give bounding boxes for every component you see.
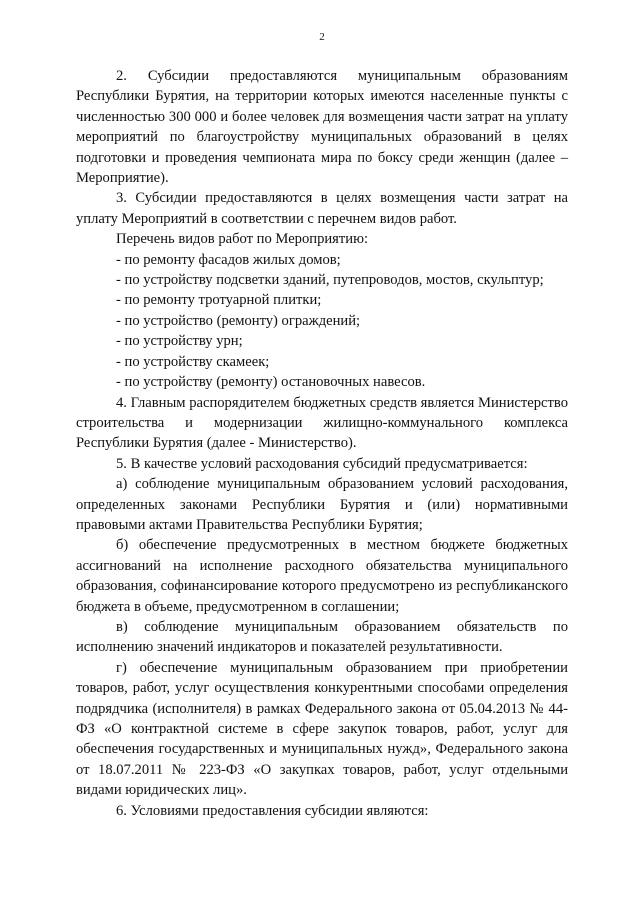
paragraph-6: 6. Условиями предоставления субсидии являются: (116, 802, 429, 819)
paragraph-4: 4. Главным распорядителем бюджетных средств является Министерство строительства и модернизации жилищно-коммунального комплекса Республики Бурятия (далее - Министерство). (76, 394, 568, 452)
paragraph-5-a: а) соблюдение муниципальным образованием условий расходования, определенных законами Республики Бурятия и (или) нормативными правовыми актами Правительства Республики Бурятия; (76, 476, 568, 533)
works-list-item: - по ремонту фасадов жилых домов; (116, 251, 341, 268)
works-list-item: - по устройству (ремонту) остановочных навесов. (116, 374, 426, 391)
paragraph-2: 2. Субсидии предоставляются муниципальным образованиям Республики Бурятия, на территории которых имеются населенные пункты с численностью 300 000 и более человек для возмещения части затрат на уплату мероприятий по благоустройству муниципальных образований в целях подготовки и проведения чемпионата мира по боксу среди женщин (далее – Мероприятие). (76, 68, 568, 187)
works-list-item: - по ремонту тротуарной плитки; (116, 292, 322, 309)
works-list-item: - по устройству урн; (116, 333, 243, 350)
paragraph-5: 5. В качестве условий расходования субсидий предусматривается: (116, 455, 528, 472)
paragraph-5-v: в) соблюдение муниципальным образованием обязательств по исполнению значений индикаторов и показателей результативности. (76, 618, 568, 656)
works-list-heading: Перечень видов работ по Мероприятию: (116, 231, 369, 248)
works-list-item: - по устройство (ремонту) ограждений; (116, 312, 361, 329)
page-number: 2 (319, 31, 325, 43)
works-list-item: - по устройству скамеек; (116, 353, 270, 370)
paragraph-5-g: г) обеспечение муниципальным образованием при приобретении товаров, работ, услуг осуществления конкурентными способами определения подрядчика (исполнителя) в рамках Федерального закона от 05.04.2013 № 44-ФЗ «О контрактной системе в сфере закупок товаров, работ, услуг для обеспечения государственных и муниципальных нужд», Федерального закона от 18.07.2011 № 223-ФЗ «О закупках товаров, работ, услуг отдельными видами юридических лиц». (76, 659, 568, 799)
document-body (76, 66, 568, 821)
paragraph-3: 3. Субсидии предоставляются в целях возмещения части затрат на уплату Мероприятий в соответствии с перечнем видов работ. (76, 190, 568, 227)
works-list-item: - по устройству подсветки зданий, путепроводов, мостов, скульптур; (116, 272, 544, 289)
paragraph-5-b: б) обеспечение предусмотренных в местном бюджете бюджетных ассигнований на исполнение расходного обязательства муниципального образования, софинансирование которого предусмотрено из республиканского бюджета в объеме, предусмотренном в соглашении; (76, 537, 568, 615)
